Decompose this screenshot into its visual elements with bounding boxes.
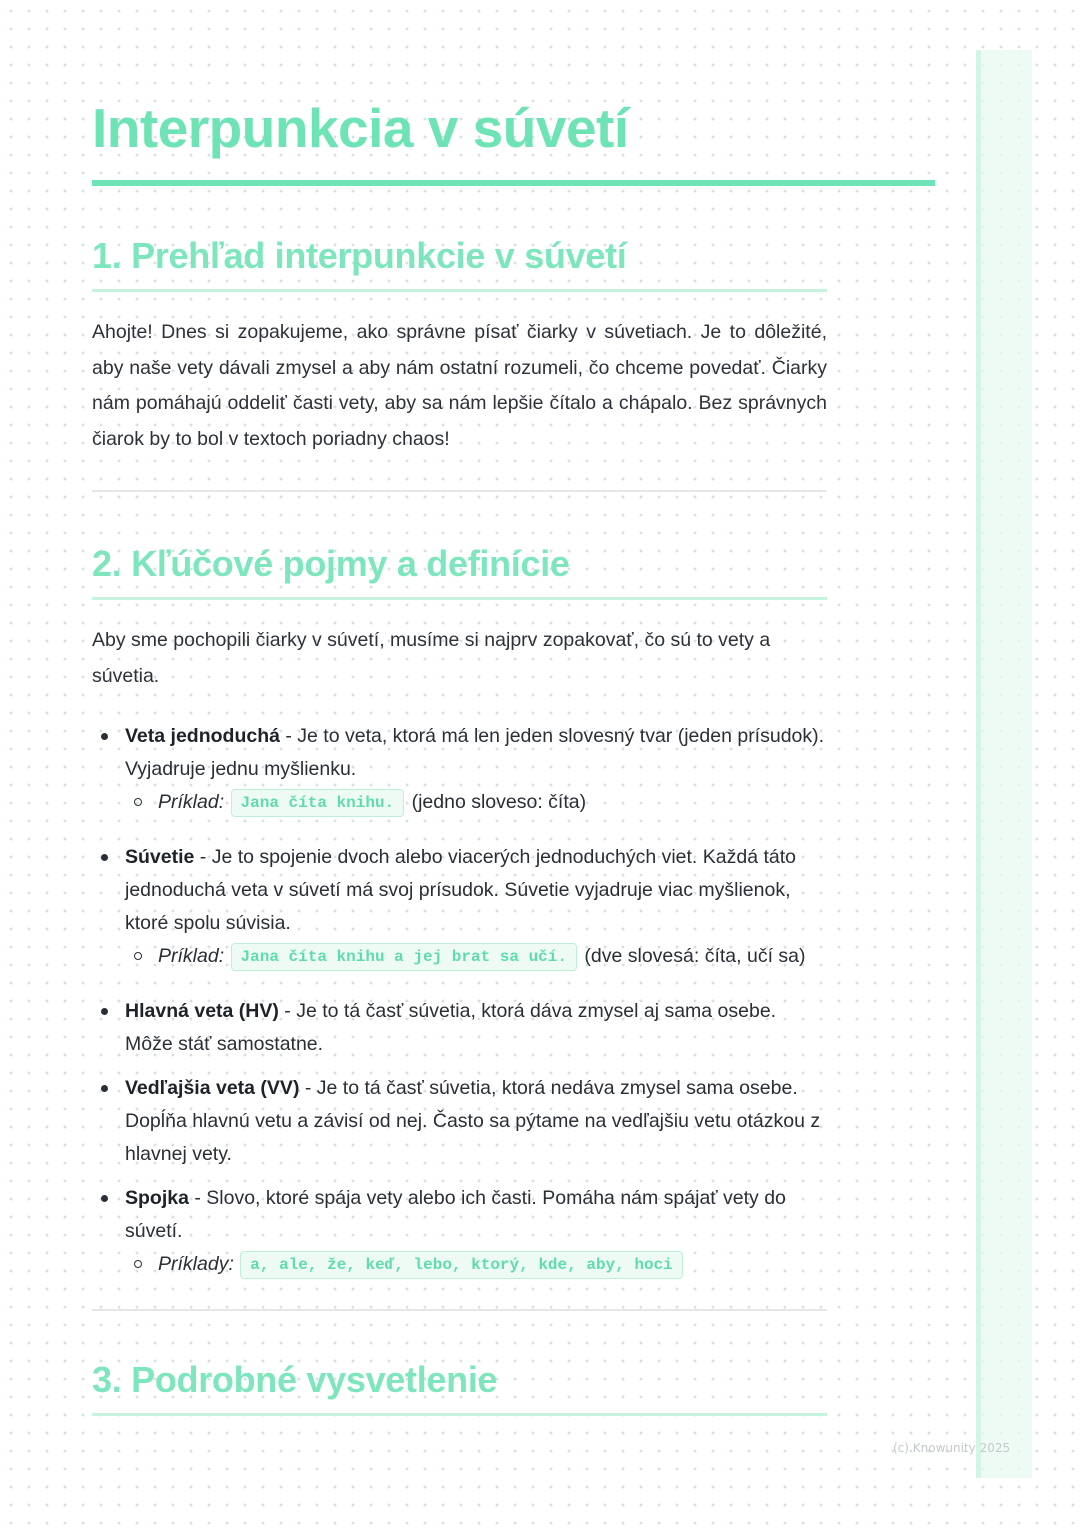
list-item [92,1072,827,1171]
section-overview [92,232,827,457]
section-underline [92,289,827,292]
term-definition: - Slovo, ktoré spája vety alebo ich časti. Pomáha nám spájať vety do súvetí. [125,1187,786,1242]
list-item [92,720,827,819]
example-code: a, ale, že, keď, lebo, ktorý, kde, aby, hoci [240,1251,682,1279]
list-item [92,995,827,1061]
side-margin-strip [976,50,1032,1478]
term-list [92,720,827,1281]
page-title: Interpunkcia v súvetí [92,97,629,159]
term-definition: - Je to veta, ktorá má len jeden slovesný tvar (jeden prísudok). Vyjadruje jednu myšlienku. [125,725,825,780]
example-code: Jana číta knihu. [231,789,405,817]
term-name: Hlavná veta (HV) [125,1000,279,1022]
example-list [125,940,827,973]
example-note: (jedno sloveso: číta) [411,791,587,813]
example-item [125,940,827,973]
example-item [125,1248,827,1281]
term-definition: - Je to tá časť súvetia, ktorá nedáva zmysel sama osebe. Dopĺňa hlavnú vetu a závisí od nej. Často sa pýtame na vedľajšiu vetu otázkou z hlavnej vety. [125,1077,821,1165]
term-definition: - Je to tá časť súvetia, ktorá dáva zmysel aj sama osebe. Môže stáť samostatne. [125,1000,777,1055]
section-heading: 3. Podrobné vysvetlenie [92,1359,498,1400]
list-item [92,1182,827,1281]
section-key-terms [92,540,827,1281]
section-heading: 1. Prehľad interpunkcie v súvetí [92,235,627,276]
term-definition: - Je to spojenie dvoch alebo viacerých jednoduchých viet. Každá táto jednoduchá veta v súvetí má svoj prísudok. Súvetie vyjadruje viac myšlienok, ktoré spolu súvisia. [125,846,796,934]
title-underline [92,180,935,186]
example-label: Príklad: [158,945,225,967]
example-list [125,1248,827,1281]
example-list [125,786,827,819]
example-code: Jana číta knihu a jej brat sa učí. [231,943,577,971]
term-name: Vedľajšia veta (VV) [125,1077,300,1099]
section-divider [92,490,827,492]
section-underline [92,1413,827,1416]
term-name: Spojka [125,1187,189,1209]
section-paragraph: Ahojte! Dnes si zopakujeme, ako správne písať čiarky v súvetiach. Je to dôležité, aby naše vety dávali zmysel a aby nám ostatní rozumeli, čo chceme povedať. Čiarky nám pomáhajú oddeliť časti vety, aby sa nám lepšie čítalo a chápalo. Bez správnych čiarok by to bol v textoch poriadny chaos! [92,321,827,450]
copyright-footer: (c) Knowunity 2025 [893,1441,1011,1455]
document-content [92,92,827,1416]
list-item [92,841,827,973]
example-label: Príklady: [158,1253,234,1275]
section-underline [92,597,827,600]
example-note: (dve slovesá: číta, učí sa) [584,945,806,967]
section-divider [92,1309,827,1311]
section-heading: 2. Kľúčové pojmy a definície [92,543,570,584]
section-paragraph: Aby sme pochopili čiarky v súvetí, musíme si najprv zopakovať, čo sú to vety a súvetia. [92,629,771,687]
term-name: Súvetie [125,846,195,868]
section-detailed-explanation [92,1356,827,1416]
example-item [125,786,827,819]
term-name: Veta jednoduchá [125,725,280,747]
example-label: Príklad: [158,791,225,813]
